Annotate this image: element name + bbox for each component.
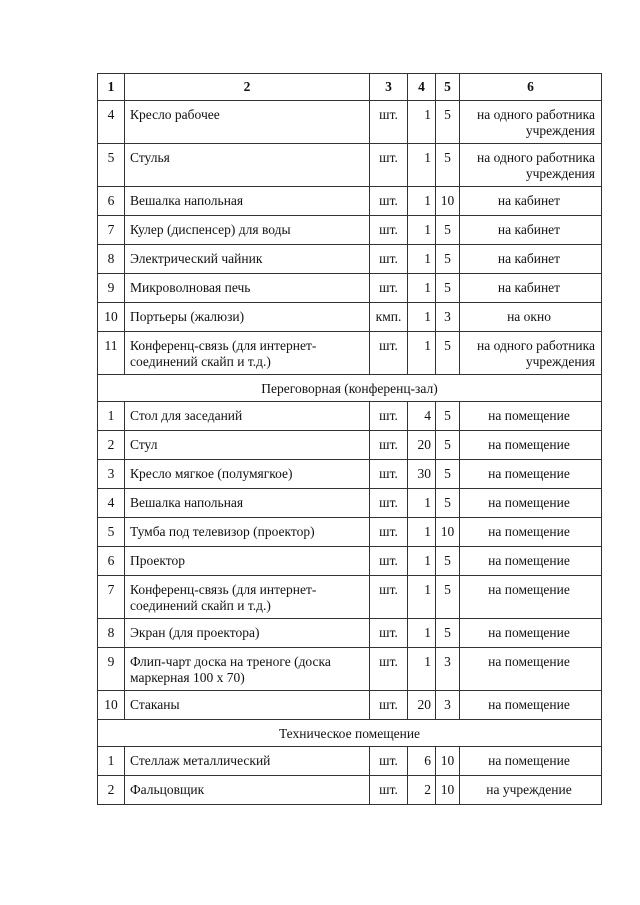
item-quantity: 4 <box>408 402 436 431</box>
item-unit: шт. <box>370 489 408 518</box>
table-row <box>98 576 602 619</box>
item-quantity: 1 <box>408 187 436 216</box>
table-row <box>98 402 602 431</box>
item-unit: шт. <box>370 332 408 375</box>
item-quantity: 20 <box>408 691 436 720</box>
table-row <box>98 101 602 144</box>
header-row <box>98 74 602 101</box>
row-number: 1 <box>98 747 125 776</box>
section-title-meeting-room: Переговорная (конференц-зал) <box>98 375 602 402</box>
header-col-5: 5 <box>436 74 460 101</box>
section-title-technical-room: Техническое помещение <box>98 720 602 747</box>
item-quantity: 30 <box>408 460 436 489</box>
item-name: Проектор <box>125 547 370 576</box>
row-number: 3 <box>98 460 125 489</box>
section-title-technical-room-row <box>98 720 602 747</box>
header-col-4: 4 <box>408 74 436 101</box>
item-quantity: 1 <box>408 619 436 648</box>
item-unit: шт. <box>370 576 408 619</box>
item-note: на кабинет <box>460 274 602 303</box>
item-note: на помещение <box>460 547 602 576</box>
row-number: 4 <box>98 101 125 144</box>
item-note: на окно <box>460 303 602 332</box>
row-number: 5 <box>98 144 125 187</box>
item-note: на одного работника учреждения <box>460 332 602 375</box>
item-note: на помещение <box>460 691 602 720</box>
row-number: 7 <box>98 576 125 619</box>
item-name: Вешалка напольная <box>125 187 370 216</box>
row-number: 8 <box>98 245 125 274</box>
item-name: Стаканы <box>125 691 370 720</box>
item-quantity: 6 <box>408 747 436 776</box>
item-years: 5 <box>436 216 460 245</box>
item-name: Тумба под телевизор (проектор) <box>125 518 370 547</box>
table-row <box>98 216 602 245</box>
item-years: 10 <box>436 776 460 805</box>
table-row <box>98 747 602 776</box>
item-years: 5 <box>436 144 460 187</box>
table-row <box>98 691 602 720</box>
table-row <box>98 332 602 375</box>
row-number: 10 <box>98 691 125 720</box>
row-number: 6 <box>98 547 125 576</box>
item-note: на помещение <box>460 431 602 460</box>
item-name: Вешалка напольная <box>125 489 370 518</box>
item-name: Фальцовщик <box>125 776 370 805</box>
item-quantity: 1 <box>408 303 436 332</box>
item-name: Электрический чайник <box>125 245 370 274</box>
item-quantity: 1 <box>408 518 436 547</box>
row-number: 2 <box>98 776 125 805</box>
item-quantity: 20 <box>408 431 436 460</box>
item-unit: шт. <box>370 274 408 303</box>
item-name: Портьеры (жалюзи) <box>125 303 370 332</box>
item-years: 5 <box>436 489 460 518</box>
item-years: 10 <box>436 747 460 776</box>
item-unit: кмп. <box>370 303 408 332</box>
table-row <box>98 776 602 805</box>
item-name: Стол для заседаний <box>125 402 370 431</box>
item-years: 5 <box>436 576 460 619</box>
item-years: 5 <box>436 460 460 489</box>
row-number: 5 <box>98 518 125 547</box>
item-unit: шт. <box>370 648 408 691</box>
item-name: Стул <box>125 431 370 460</box>
item-name: Стулья <box>125 144 370 187</box>
item-unit: шт. <box>370 216 408 245</box>
item-unit: шт. <box>370 619 408 648</box>
header-col-6: 6 <box>460 74 602 101</box>
item-unit: шт. <box>370 776 408 805</box>
item-name: Кресло мягкое (полумягкое) <box>125 460 370 489</box>
item-years: 3 <box>436 691 460 720</box>
item-note: на одного работника учреждения <box>460 101 602 144</box>
item-quantity: 1 <box>408 144 436 187</box>
item-note: на помещение <box>460 576 602 619</box>
item-quantity: 1 <box>408 101 436 144</box>
item-unit: шт. <box>370 460 408 489</box>
item-note: на кабинет <box>460 187 602 216</box>
item-unit: шт. <box>370 547 408 576</box>
item-quantity: 1 <box>408 576 436 619</box>
row-number: 2 <box>98 431 125 460</box>
table-row <box>98 648 602 691</box>
item-note: на помещение <box>460 518 602 547</box>
item-unit: шт. <box>370 747 408 776</box>
item-unit: шт. <box>370 144 408 187</box>
row-number: 1 <box>98 402 125 431</box>
item-unit: шт. <box>370 245 408 274</box>
item-years: 3 <box>436 648 460 691</box>
item-unit: шт. <box>370 402 408 431</box>
row-number: 11 <box>98 332 125 375</box>
table-row <box>98 489 602 518</box>
table-row <box>98 245 602 274</box>
item-years: 5 <box>436 402 460 431</box>
row-number: 7 <box>98 216 125 245</box>
item-years: 5 <box>436 547 460 576</box>
item-note: на помещение <box>460 489 602 518</box>
table-row <box>98 547 602 576</box>
item-name: Кулер (диспенсер) для воды <box>125 216 370 245</box>
row-number: 9 <box>98 274 125 303</box>
item-unit: шт. <box>370 691 408 720</box>
item-name: Экран (для проектора) <box>125 619 370 648</box>
item-unit: шт. <box>370 101 408 144</box>
section-title-meeting-room-row <box>98 375 602 402</box>
table-row <box>98 187 602 216</box>
item-unit: шт. <box>370 187 408 216</box>
item-note: на помещение <box>460 619 602 648</box>
item-years: 5 <box>436 274 460 303</box>
table-row <box>98 274 602 303</box>
item-quantity: 1 <box>408 332 436 375</box>
item-quantity: 1 <box>408 489 436 518</box>
item-years: 5 <box>436 619 460 648</box>
item-note: на помещение <box>460 402 602 431</box>
item-quantity: 1 <box>408 274 436 303</box>
row-number: 8 <box>98 619 125 648</box>
table-body <box>98 101 602 805</box>
item-years: 5 <box>436 245 460 274</box>
equipment-table <box>97 73 602 805</box>
item-years: 3 <box>436 303 460 332</box>
row-number: 10 <box>98 303 125 332</box>
item-quantity: 1 <box>408 648 436 691</box>
item-note: на кабинет <box>460 245 602 274</box>
item-name: Микроволновая печь <box>125 274 370 303</box>
row-number: 6 <box>98 187 125 216</box>
item-note: на помещение <box>460 648 602 691</box>
item-years: 5 <box>436 431 460 460</box>
item-years: 5 <box>436 101 460 144</box>
item-quantity: 1 <box>408 216 436 245</box>
item-quantity: 1 <box>408 547 436 576</box>
table-row <box>98 431 602 460</box>
item-years: 5 <box>436 332 460 375</box>
header-col-2: 2 <box>125 74 370 101</box>
item-note: на помещение <box>460 747 602 776</box>
item-name: Конференц-связь (для интернет-соединений скайп и т.д.) <box>125 332 370 375</box>
item-name: Флип-чарт доска на треноге (доска маркерная 100 х 70) <box>125 648 370 691</box>
item-unit: шт. <box>370 518 408 547</box>
row-number: 4 <box>98 489 125 518</box>
table-row <box>98 303 602 332</box>
item-unit: шт. <box>370 431 408 460</box>
header-col-1: 1 <box>98 74 125 101</box>
table-row <box>98 518 602 547</box>
item-note: на кабинет <box>460 216 602 245</box>
header-col-3: 3 <box>370 74 408 101</box>
item-years: 10 <box>436 187 460 216</box>
item-quantity: 2 <box>408 776 436 805</box>
item-name: Стеллаж металлический <box>125 747 370 776</box>
item-note: на помещение <box>460 460 602 489</box>
table-row <box>98 144 602 187</box>
item-years: 10 <box>436 518 460 547</box>
row-number: 9 <box>98 648 125 691</box>
table-row <box>98 460 602 489</box>
item-note: на учреждение <box>460 776 602 805</box>
item-name: Конференц-связь (для интернет-соединений скайп и т.д.) <box>125 576 370 619</box>
item-name: Кресло рабочее <box>125 101 370 144</box>
table-row <box>98 619 602 648</box>
item-quantity: 1 <box>408 245 436 274</box>
item-note: на одного работника учреждения <box>460 144 602 187</box>
